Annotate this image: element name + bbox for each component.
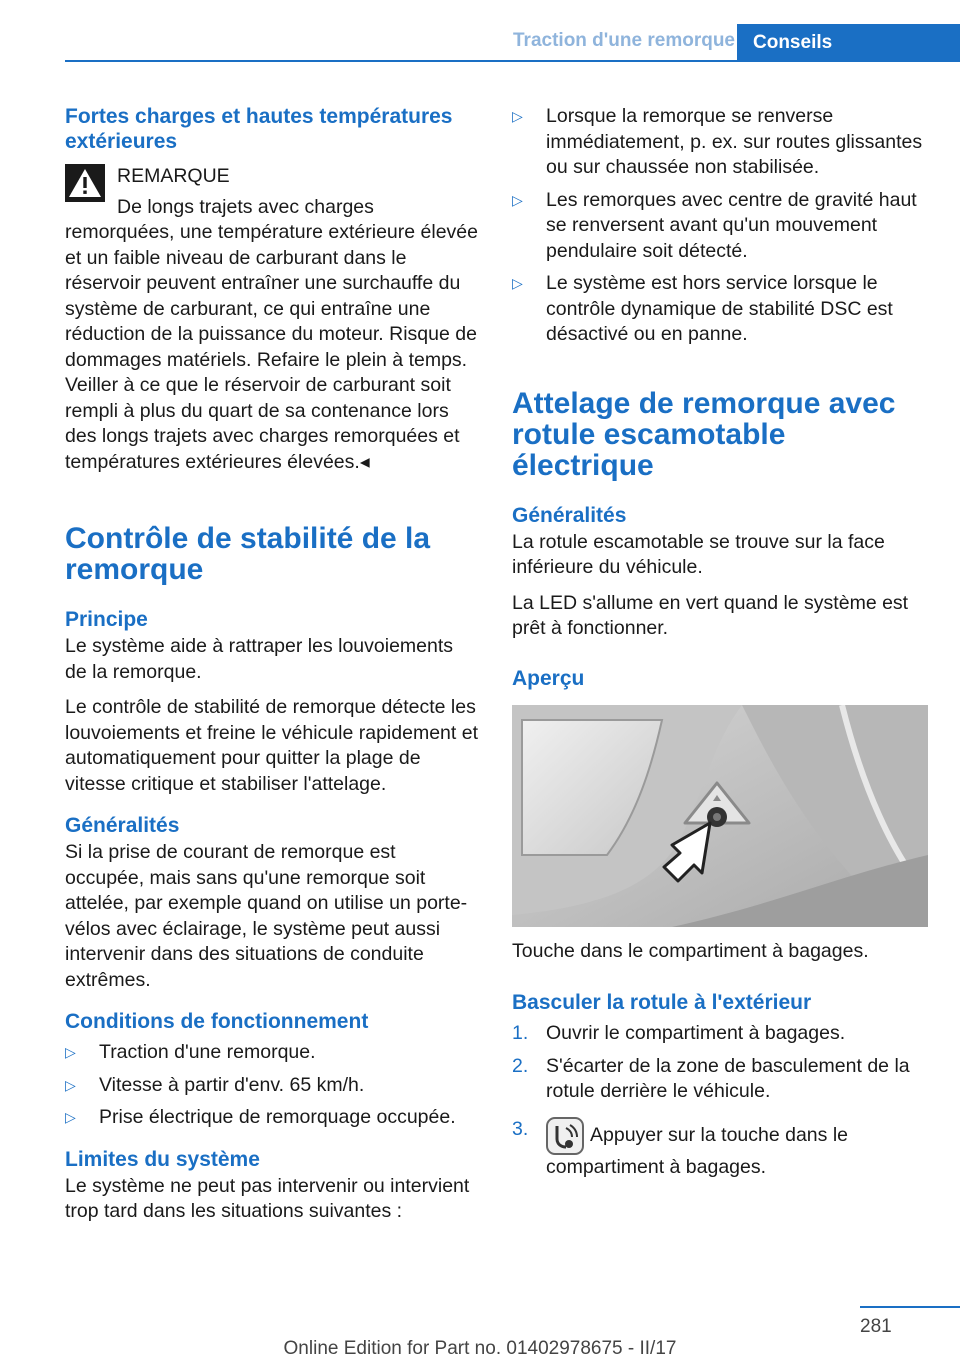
heading-operating-conditions: Conditions de fonctionnement <box>65 1010 369 1033</box>
heading-heavy-loads: Fortes charges et hautes températures extérieures <box>65 105 453 153</box>
general-paragraph-2: La LED s'allume en vert quand le système est prêt à fonctionner. <box>512 591 909 639</box>
limits-list <box>512 104 930 348</box>
running-section-title: Traction d'une remorque <box>513 30 735 51</box>
list-item: 2. S'écarter de la zone de basculement de la rotule derrière le véhicule. <box>512 1054 910 1102</box>
photo-caption: Touche dans le compartiment à bagages. <box>512 939 869 962</box>
limits-paragraph: Le système ne peut pas intervenir ou intervient trop tard dans les situations suivantes : <box>65 1174 470 1222</box>
warning-text: De longs trajets avec charges remorquées, une température extérieure élevée et un faible niveau de carburant dans le réservoir peuvent entraîner une surchauffe du système de carburant, ce qui entraîne une réduction de la puissance du moteur. Risque de dommages matériels. Refaire le plein à temps. Veiller à ce que le réservoir de carburant soit rempli à plus du quart de sa contenance lors des longs trajets avec charges remorquées et températures extérieures élevées.◂ <box>65 195 478 473</box>
list-item: ▷ Prise électrique de remorquage occupée. <box>65 1105 480 1131</box>
conditions-list <box>65 1040 480 1131</box>
bullet-triangle-icon: ▷ <box>65 1109 76 1125</box>
bullet-triangle-icon: ▷ <box>512 191 523 208</box>
bullet-triangle-icon: ▷ <box>512 108 523 124</box>
list-item: 3. Appuyer sur la touche dans le compartiment à bagages. <box>512 1117 848 1178</box>
heading-general: Généralités <box>65 814 180 837</box>
bullet-triangle-icon: ▷ <box>65 1044 76 1060</box>
principle-paragraph-2: Le contrôle de stabilité de remorque détecte les louvoiements et freine le véhicule rapidement et automatiquement pour quitter la plage de vitesse critique et stabiliser l'attelage. <box>65 696 478 795</box>
luggage-compartment-photo <box>512 705 928 927</box>
list-item: ▷ Vitesse à partir d'env. 65 km/h. <box>65 1073 480 1099</box>
steps-list <box>512 1021 930 1180</box>
title-trailer-stability: Contrôle de stabilité de la remorque <box>65 522 431 586</box>
footer-rule <box>860 1306 960 1308</box>
page-number: 281 <box>860 1316 892 1337</box>
heading-principle: Principe <box>65 608 148 631</box>
hitch-button-icon <box>546 1117 584 1155</box>
principle-paragraph-1: Le système aide à rattraper les louvoiements de la remorque. <box>65 635 454 683</box>
heading-general-right: Généralités <box>512 503 627 527</box>
warning-triangle-icon <box>65 164 105 202</box>
heading-overview: Aperçu <box>512 666 585 690</box>
list-item: ▷ Lorsque la remorque se renverse immédiatement, p. ex. sur routes glissantes ou sur chaussée non stabilisée. <box>512 105 923 178</box>
general-paragraph: Si la prise de courant de remorque est occupée, mais sans qu'une remorque soit attelée, par exemple quand on utilise un porte-vélos avec éclairage, le système peut aussi intervenir dans des situations de conduite extrêmes. <box>65 841 468 991</box>
heading-system-limits: Limites du système <box>65 1147 260 1171</box>
list-item: ▷ Traction d'une remorque. <box>65 1040 480 1066</box>
edition-note: Online Edition for Part no. 01402978675 - II/17 <box>283 1338 677 1359</box>
warning-label: REMARQUE <box>117 165 230 187</box>
bullet-triangle-icon: ▷ <box>512 275 523 291</box>
title-trailer-hitch: Attelage de remorque avec rotule escamotable électrique <box>512 386 896 482</box>
header-rule <box>65 60 960 62</box>
bullet-triangle-icon: ▷ <box>65 1076 76 1093</box>
list-item: ▷ Le système est hors service lorsque le contrôle dynamique de stabilité DSC est désactivé ou en panne. <box>512 272 893 345</box>
list-item: ▷ Les remorques avec centre de gravité haut se renversent avant qu'un mouvement pendulaire soit détecté. <box>512 188 917 262</box>
left-column <box>65 104 480 1235</box>
chapter-tab: Conseils <box>737 24 960 62</box>
warning-block <box>65 164 480 475</box>
right-column <box>512 104 930 1187</box>
heading-swing-out: Basculer la rotule à l'extérieur <box>512 991 812 1014</box>
list-item: 1. Ouvrir le compartiment à bagages. <box>512 1022 846 1044</box>
general-paragraph-1: La rotule escamotable se trouve sur la face inférieure du véhicule. <box>512 530 885 578</box>
